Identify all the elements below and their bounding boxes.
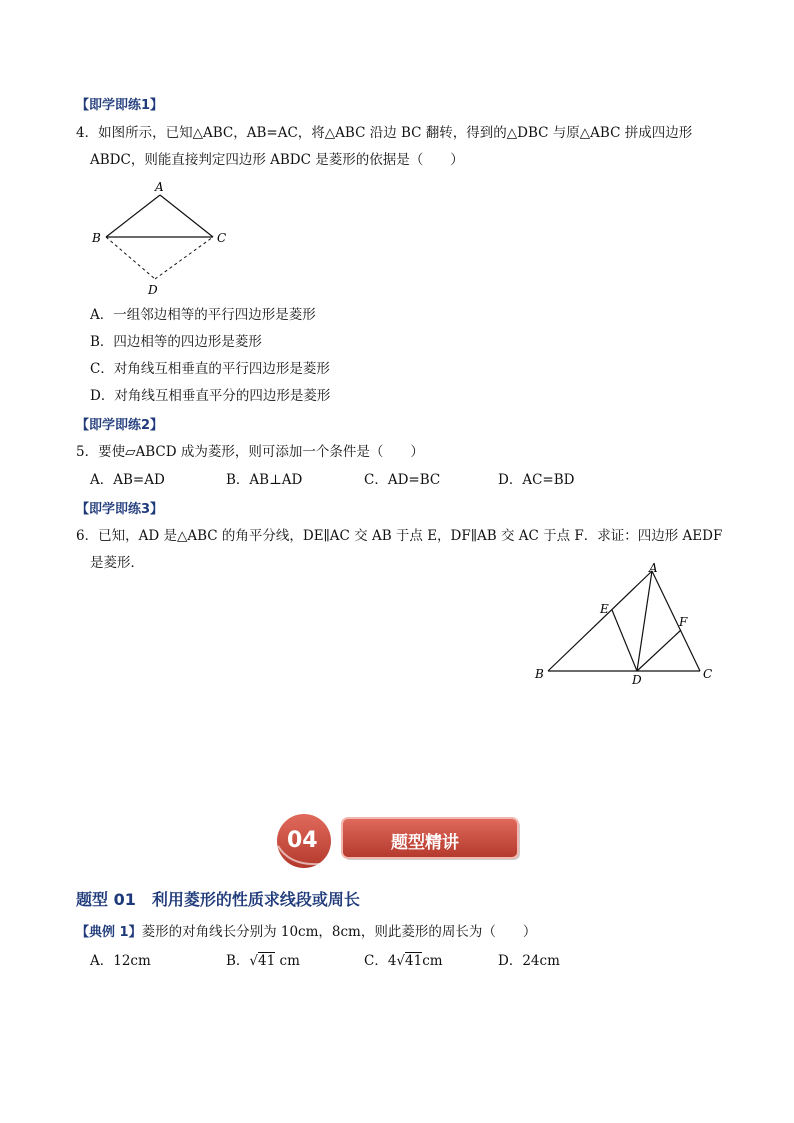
segment-df [637,630,681,671]
label-a: A [155,180,164,194]
option-5a: A．AB=AD [90,472,165,488]
option-4b: B．四边相等的四边形是菱形 [90,334,262,350]
triangle-figure [530,560,720,690]
option-4c: C．对角线互相垂直的平行四边形是菱形 [90,361,330,377]
option-ex-b-radicand: 41 [258,953,276,969]
segment-ab [106,195,160,237]
segment-de [612,610,637,671]
segment-ac [160,195,213,237]
label-e: E [600,602,609,616]
segment-ab [548,571,652,671]
option-ex-c-unit: cm [422,953,443,969]
option-ex-b [226,951,300,971]
label-f: F [679,615,688,629]
question-5: 5．要使▱ABCD 成为菱形，则可添加一个条件是（ ） [76,444,424,460]
option-ex-b-prefix: B． [226,953,250,969]
option-5c: C．AD=BC [364,472,441,488]
rhombus-figure [86,178,246,300]
practice-tag-3: 【即学即练3】 [76,502,164,517]
banner-number: 04 [287,828,318,853]
option-4a: A．一组邻边相等的平行四边形是菱形 [90,307,316,323]
option-ex-c-radicand: 41 [405,953,423,969]
question-6-line-1: 6．已知，AD 是△ABC 的角平分线，DE∥AC 交 AB 于点 E，DF∥AB 交 AC 于点 F．求证：四边形 AEDF [76,528,723,544]
question-6-line-2: 是菱形． [90,555,144,571]
example-tag: 【典例 1】 [76,925,142,940]
segment-ad [637,571,652,671]
label-b: B [535,667,544,681]
banner-title: 题型精讲 [391,833,459,853]
option-5d: D．AC=BD [498,472,575,488]
question-4-line-2: ABDC，则能直接判定四边形 ABDC 是菱形的依据是（ ） [90,152,464,168]
option-ex-b-unit: cm [275,953,300,969]
option-ex-c-prefix: C．4 [364,953,397,969]
option-ex-a: A．12cm [90,953,151,969]
practice-tag-2: 【即学即练2】 [76,418,164,433]
label-c: C [217,231,227,245]
segment-bd [106,237,155,279]
practice-tag-1: 【即学即练1】 [76,98,164,113]
sqrt-symbol: √ [249,953,259,969]
example-question: 菱形的对角线长分别为 10cm，8cm，则此菱形的周长为（ ） [141,924,537,940]
section-title: 题型 01 利用菱形的性质求线段或周长 [76,890,360,909]
example-1-question-line [76,922,536,943]
question-4-line-1: 4．如图所示，已知△ABC，AB=AC，将△ABC 沿边 BC 翻转，得到的△DBC 与原△ABC 拼成四边形 [76,125,693,141]
label-a: A [649,561,658,575]
label-d: D [632,673,642,687]
segment-ac [652,571,700,671]
option-4d: D．对角线互相垂直平分的四边形是菱形 [90,388,331,404]
option-5b: B．AB⊥AD [226,472,303,488]
option-ex-c [364,951,443,971]
label-d: D [148,283,158,297]
label-c: C [703,667,713,681]
option-ex-d: D．24cm [498,953,560,969]
sqrt-symbol: √ [396,953,406,969]
label-b: B [92,231,101,245]
segment-dc [155,237,213,279]
